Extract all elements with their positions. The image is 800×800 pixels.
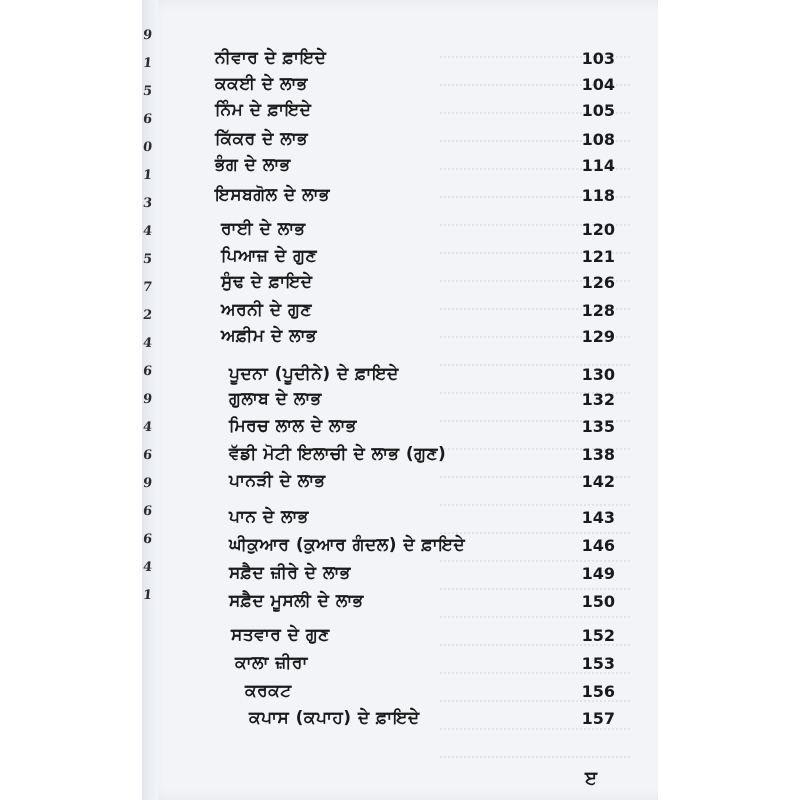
toc-entry-page: 130	[581, 364, 615, 384]
toc-entry	[215, 387, 615, 411]
toc-entry	[215, 127, 615, 151]
toc-entry	[215, 98, 615, 122]
toc-entry	[215, 153, 615, 177]
facing-page-digit: 2	[142, 308, 153, 323]
toc-entry-title: ਪਾਨੜੀ ਦੇ ਲਾਭ	[229, 471, 326, 491]
toc-entry-page: 103	[581, 48, 615, 68]
toc-entry	[215, 533, 615, 557]
toc-entry-title: ਸਫ਼ੈਦ ਮੂਸਲੀ ਦੇ ਲਾਭ	[229, 591, 364, 611]
toc-entry-title: ਅਰਨੀ ਦੇ ਗੁਣ	[221, 300, 312, 320]
toc-entry	[215, 362, 615, 386]
facing-page-digit: 1	[142, 168, 153, 183]
facing-page-digit: 0	[142, 140, 153, 155]
toc-entry-title: ਕਿੱਕਰ ਦੇ ਲਾਭ	[215, 129, 309, 149]
toc-entry-page: 132	[581, 389, 615, 409]
page-folio: ੲ	[585, 768, 597, 789]
toc-entry-title: ਇਸਬਗੋਲ ਦੇ ਲਾਭ	[215, 185, 330, 205]
facing-page-digit: 9	[142, 392, 153, 407]
facing-page-digit: 7	[142, 280, 153, 295]
facing-page-digit: 5	[142, 84, 153, 99]
toc-entry-page: 152	[581, 625, 615, 645]
toc-entry-page: 129	[581, 326, 615, 346]
toc-entry-page: 104	[581, 74, 615, 94]
toc-entry-title: ਕਾਲਾ ਜ਼ੀਰਾ	[235, 653, 308, 673]
toc-entry-title: ਗੁਲਾਬ ਦੇ ਲਾਭ	[229, 389, 322, 409]
toc-entry	[215, 298, 615, 322]
toc-entry	[215, 217, 615, 241]
toc-entry	[215, 469, 615, 493]
toc-entry	[215, 505, 615, 529]
toc-entry-page: 120	[581, 219, 615, 239]
facing-page-digit: 1	[142, 56, 153, 71]
toc-entry-page: 150	[581, 591, 615, 611]
toc-entry-title: ਭੰਗ ਦੇ ਲਾਭ	[215, 155, 291, 175]
facing-page-digit: 6	[142, 448, 153, 463]
facing-page-digit: 6	[142, 504, 153, 519]
toc-entry-page: 138	[581, 444, 615, 464]
toc-entry-title: ਕਪਾਸ (ਕਪਾਹ) ਦੇ ਫ਼ਾਇਦੇ	[249, 708, 420, 728]
facing-page-digit: 1	[142, 588, 153, 603]
toc-entry-page: 143	[581, 507, 615, 527]
toc-entry	[215, 651, 615, 675]
toc-entry-page: 108	[581, 129, 615, 149]
facing-page-digit: 4	[142, 420, 153, 435]
toc-entry	[215, 561, 615, 585]
toc-entry	[215, 442, 615, 466]
toc-entry-title: ਕਰਕਟ	[245, 681, 292, 701]
toc-entry-title: ਨੀਵਾਰ ਦੇ ਫ਼ਾਇਦੇ	[215, 48, 327, 68]
toc-entry-title: ਸਤਵਾਰ ਦੇ ਗੁਣ	[231, 625, 330, 645]
facing-page-digit: 4	[142, 560, 153, 575]
facing-page-digit: 6	[142, 112, 153, 127]
toc-entry-page: 135	[581, 416, 615, 436]
toc-entry	[215, 623, 615, 647]
toc-entry-page: 114	[581, 155, 615, 175]
toc-entry-page: 142	[581, 471, 615, 491]
toc-entry-page: 157	[581, 708, 615, 728]
toc-entry-title: ਕਕਈ ਦੇ ਲਾਭ	[215, 74, 308, 94]
toc-entry-page: 156	[581, 681, 615, 701]
toc-entry-page: 126	[581, 272, 615, 292]
toc-entry-title: ਪਿਆਜ਼ ਦੇ ਗੁਣ	[221, 246, 318, 266]
toc-entry-title: ਮਿਰਚ ਲਾਲ ਦੇ ਲਾਭ	[229, 416, 357, 436]
toc-entry	[215, 270, 615, 294]
toc-entry-title: ਸੁੰਢ ਦੇ ਫ਼ਾਇਦੇ	[221, 272, 313, 292]
toc-entry-page: 149	[581, 563, 615, 583]
toc-entry	[215, 324, 615, 348]
toc-entry-title: ਪੂਦਨਾ (ਪੂਦੀਨੇ) ਦੇ ਫ਼ਾਇਦੇ	[229, 364, 399, 384]
toc-entry-title: ਵੱਡੀ ਮੋਟੀ ਇਲਾਚੀ ਦੇ ਲਾਭ (ਗੁਣ)	[229, 444, 447, 464]
toc-entry-page: 105	[581, 100, 615, 120]
facing-page-digit: 9	[142, 28, 153, 43]
toc-entry-title: ਅਫ਼ੀਮ ਦੇ ਲਾਭ	[221, 326, 317, 346]
toc-entry	[215, 589, 615, 613]
toc-entry-page: 121	[581, 246, 615, 266]
facing-page-digit: 4	[142, 224, 153, 239]
toc-entry-title: ਸਫ਼ੈਦ ਜ਼ੀਰੇ ਦੇ ਲਾਭ	[229, 563, 351, 583]
facing-page-digit: 5	[142, 252, 153, 267]
toc-entry	[215, 679, 615, 703]
toc-entry	[215, 706, 615, 730]
toc-entry	[215, 72, 615, 96]
toc-entry-page: 153	[581, 653, 615, 673]
toc-entry	[215, 244, 615, 268]
toc-entry	[215, 46, 615, 70]
facing-page-digit: 3	[142, 196, 153, 211]
toc-entry-title: ਨਿੰਮ ਦੇ ਫ਼ਾਇਦੇ	[215, 100, 312, 120]
toc-entry-title: ਘੀਕੁਆਰ (ਕੁਆਰ ਗੰਦਲ) ਦੇ ਫ਼ਾਇਦੇ	[229, 535, 466, 555]
toc-entry-page: 146	[581, 535, 615, 555]
toc-entry	[215, 183, 615, 207]
toc-entry	[215, 414, 615, 438]
facing-page-digit: 9	[142, 476, 153, 491]
toc-entry-page: 128	[581, 300, 615, 320]
facing-page-digit: 6	[142, 364, 153, 379]
toc-entry-title: ਰਾਈ ਦੇ ਲਾਭ	[221, 219, 306, 239]
toc-entry-title: ਪਾਨ ਦੇ ਲਾਭ	[229, 507, 309, 527]
facing-page-digit: 6	[142, 532, 153, 547]
facing-page-digit: 4	[142, 336, 153, 351]
toc-entry-page: 118	[581, 185, 615, 205]
